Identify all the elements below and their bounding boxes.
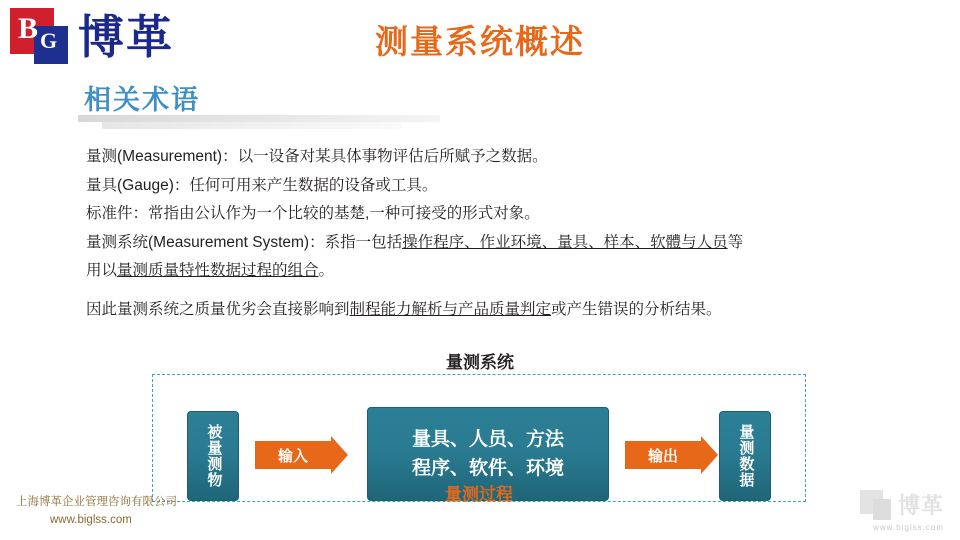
watermark-logo-icon xyxy=(860,490,892,522)
logo-letter-secondary: G xyxy=(40,28,58,53)
arrow-input-icon xyxy=(255,436,348,474)
conclusion-underlined: 制程能力解析与产品质量判定 xyxy=(349,300,552,318)
diagram-node-process-line2: 程序、软件、环境 xyxy=(411,458,564,479)
watermark-text: 博革 xyxy=(897,493,944,518)
footer-company: 上海博革企业管理咨询有限公司 xyxy=(16,496,177,509)
logo-letter-primary: B xyxy=(18,12,39,45)
diagram-node-process-line1: 量具、人员、方法 xyxy=(411,428,564,450)
arrow-input-label: 输入 xyxy=(255,441,331,469)
watermark-subtext: www.biglss.com xyxy=(873,523,944,532)
diagram-title: 量测系统 xyxy=(446,353,514,372)
body-text-block xyxy=(86,143,926,324)
section-divider xyxy=(78,115,440,131)
arrow-output-icon xyxy=(625,436,718,474)
definition-line-5-underlined: 量测质量特性数据过程的组合 xyxy=(117,262,319,280)
definition-line-4 xyxy=(86,229,926,257)
definition-line-4-suffix: 等 xyxy=(727,233,744,251)
definition-line-4-underlined: 操作程序、作业环境、量具、样本、软體与人员 xyxy=(402,233,728,251)
footer xyxy=(16,494,177,530)
arrow-output-label: 输出 xyxy=(625,441,701,469)
footer-website: www.biglss.com xyxy=(50,514,132,527)
definition-line-2: 量具(Gauge)：任何可用来产生数据的设备或工具。 xyxy=(86,176,438,194)
conclusion-prefix: 因此量测系统之质量优劣会直接影响到 xyxy=(86,300,350,318)
diagram-node-output: 量测数据 xyxy=(719,411,771,501)
page-title: 测量系统概述 xyxy=(375,23,585,60)
definition-line-5-prefix: 用以 xyxy=(86,262,118,280)
definition-line-5 xyxy=(86,257,926,285)
definition-line-4-prefix: 量测系统(Measurement System)：系指一包括 xyxy=(86,233,403,251)
definition-line-5-suffix: 。 xyxy=(318,262,335,280)
brand-name: 博革 xyxy=(78,11,174,63)
conclusion-line xyxy=(86,296,926,324)
diagram-process-label: 量测过程 xyxy=(445,485,513,504)
definition-line-1: 量测(Measurement)：以一设备对某具体事物评估后所赋予之数据。 xyxy=(86,148,548,165)
watermark xyxy=(860,490,944,522)
diagram-node-input: 被量测物 xyxy=(187,411,239,501)
definition-line-3: 标准件：常指由公认作为一个比较的基楚,一种可接受的形式对象。 xyxy=(86,205,540,223)
measurement-system-diagram xyxy=(148,348,812,508)
conclusion-suffix: 或产生错误的分析结果。 xyxy=(551,300,722,318)
diagram-boundary xyxy=(152,374,806,502)
section-heading: 相关术语 xyxy=(84,85,200,115)
